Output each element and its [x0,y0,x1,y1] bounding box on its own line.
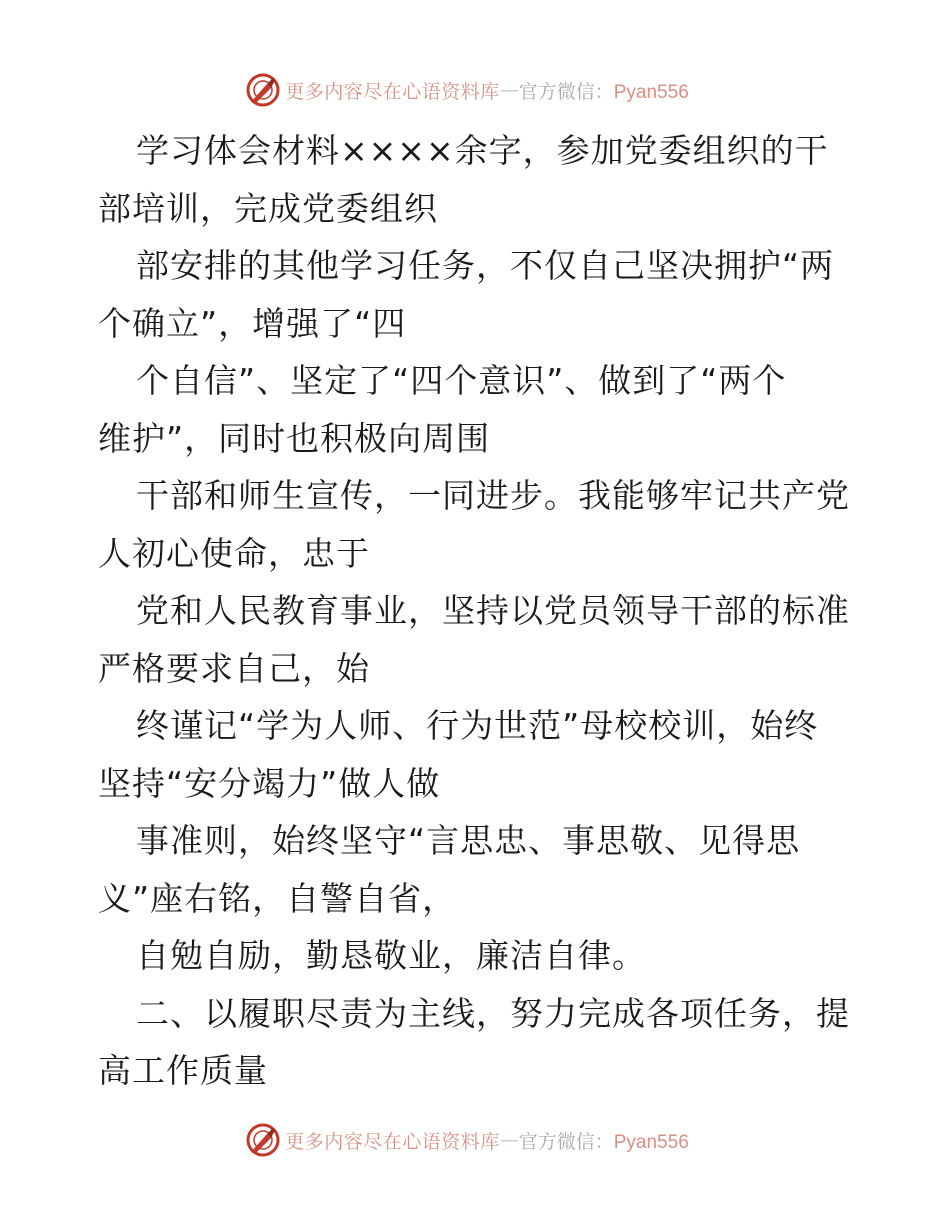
banner-dash: — [499,79,519,101]
text-line: 严格要求自己，始 [98,648,370,688]
section-heading-line: 高工作质量 [98,1051,268,1090]
banner-title: 更多内容尽在心语资料库 [285,80,500,103]
wechat-id: Pyan556 [613,1131,689,1153]
text-line: 干部和师生宣传，一同进步。我能够牢记共产党 [136,476,850,515]
text-line: 自勉自励，勤恳敬业，廉洁自律。 [136,936,646,975]
text-line: 事准则，始终坚守“言思忠、事思敬、见得思 [136,821,801,860]
pen-logo-icon [245,72,281,108]
document-body [98,122,858,1100]
text-line: 坚持“安分竭力”做人做 [98,763,441,803]
wechat-id: Pyan556 [613,81,689,103]
banner-dash: — [499,1129,519,1151]
pen-logo-icon [245,1122,281,1158]
banner-wechat [519,77,689,104]
banner-wechat [519,1127,689,1154]
text-line: 党和人民教育事业，坚持以党员领导干部的标准 [136,591,850,630]
banner-title: 更多内容尽在心语资料库 [285,1130,500,1153]
text-line: 终谨记“学为人师、行为世范”母校校训，始终 [136,706,819,745]
section-heading-line: 二、以履职尽责为主线，努力完成各项任务，提 [136,993,850,1033]
text-line: 个确立”，增强了“四 [98,303,407,343]
text-line: 部培训，完成党委组织 [98,188,438,228]
text-line: 部安排的其他学习任务，不仅自己坚决拥护“两 [136,246,835,285]
text-line: 人初心使命，忠于 [98,533,370,573]
text-line: 义”座右铭，自警自省， [98,878,457,918]
text-line: 维护”，同时也积极向周围 [98,418,491,458]
footer-banner [0,1120,950,1160]
wechat-label: 官方微信： [518,80,614,103]
header-banner [0,70,950,110]
text-line: 个自信”、坚定了“四个意识”、做到了“两个 [136,361,787,400]
wechat-label: 官方微信： [518,1130,614,1153]
text-line: 学习体会材料××××余字，参加党委组织的干 [136,131,829,170]
